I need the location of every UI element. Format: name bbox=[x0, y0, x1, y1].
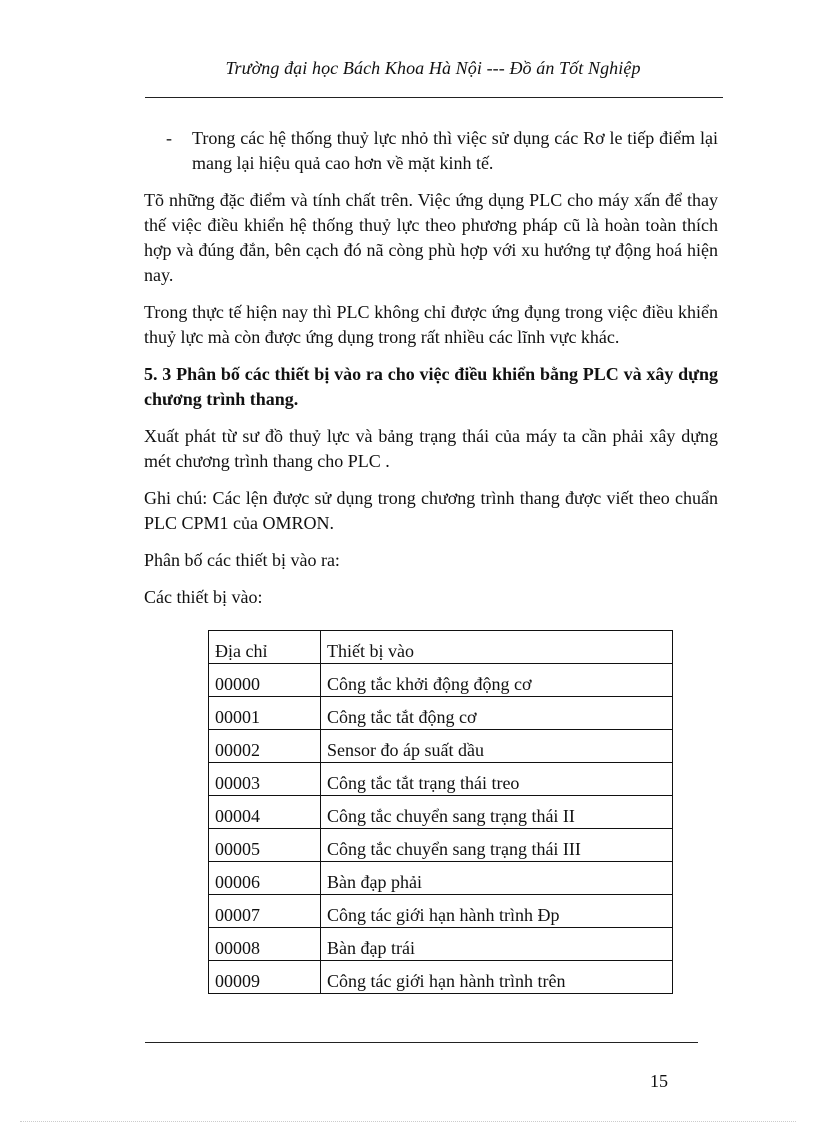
footer-divider bbox=[145, 1042, 698, 1043]
table-row bbox=[209, 862, 673, 895]
address-cell: 00004 bbox=[209, 796, 321, 829]
address-cell: 00009 bbox=[209, 961, 321, 994]
table-row bbox=[209, 928, 673, 961]
paragraph-features: Tõ những đặc điểm và tính chất trên. Việc ứng dụng PLC cho máy xấn để thay thế việc điều khiển hệ thống thuỷ lực theo phương pháp cũ là hoàn toàn thích hợp và đúng đắn, bên cạch đó nã còng phù hợp với xu hướng tự động hoá hiện nay. bbox=[144, 190, 718, 285]
page-edge-divider bbox=[20, 1121, 796, 1122]
address-cell: 00008 bbox=[209, 928, 321, 961]
device-cell: Sensor đo áp suất dầu bbox=[321, 730, 673, 763]
section-heading: 5. 3 Phân bố các thiết bị vào ra cho việc điều khiển bằng PLC và xây dựng chương trình thang. bbox=[144, 364, 718, 409]
table-row bbox=[209, 730, 673, 763]
device-cell: Bàn đạp phải bbox=[321, 862, 673, 895]
address-cell: 00007 bbox=[209, 895, 321, 928]
device-cell: Công tác giới hạn hành trình trên bbox=[321, 961, 673, 994]
bullet-item bbox=[144, 126, 718, 176]
device-cell: Công tắc chuyển sang trạng thái II bbox=[321, 796, 673, 829]
input-device-table bbox=[208, 630, 673, 994]
address-cell: 00000 bbox=[209, 664, 321, 697]
address-cell: 00005 bbox=[209, 829, 321, 862]
device-cell: Công tắc khởi động động cơ bbox=[321, 664, 673, 697]
paragraph-ladder-intro: Xuất phát từ sư đồ thuỷ lực và bảng trạng thái của máy ta cần phải xây dựng mét chương trình thang cho PLC . bbox=[144, 426, 718, 471]
device-cell: Công tắc tắt động cơ bbox=[321, 697, 673, 730]
page-header-title: Trường đại học Bách Khoa Hà Nội --- Đồ án Tốt Nghiệp bbox=[225, 58, 641, 78]
address-cell: 00002 bbox=[209, 730, 321, 763]
address-cell: 00003 bbox=[209, 763, 321, 796]
input-device-table-wrapper bbox=[208, 630, 673, 994]
device-cell: Bàn đạp trái bbox=[321, 928, 673, 961]
table-row bbox=[209, 664, 673, 697]
address-cell: 00001 bbox=[209, 697, 321, 730]
table-header-address: Địa chỉ bbox=[209, 631, 321, 664]
header-divider bbox=[145, 97, 723, 98]
table-row bbox=[209, 697, 673, 730]
device-cell: Công tắc chuyển sang trạng thái III bbox=[321, 829, 673, 862]
device-cell: Công tác giới hạn hành trình Đp bbox=[321, 895, 673, 928]
table-row bbox=[209, 829, 673, 862]
table-header-device: Thiết bị vào bbox=[321, 631, 673, 664]
bullet-text: Trong các hệ thống thuỷ lực nhỏ thì việc sử dụng các Rơ le tiếp điểm lại mang lại hiệu quả cao hơn về mặt kinh tế. bbox=[192, 128, 718, 173]
paragraph-input-devices: Các thiết bị vào: bbox=[144, 587, 263, 607]
table-row bbox=[209, 763, 673, 796]
device-cell: Công tắc tắt trạng thái treo bbox=[321, 763, 673, 796]
table-row bbox=[209, 895, 673, 928]
paragraph-applications: Trong thực tế hiện nay thì PLC không chỉ được ứng đụng trong việc điều khiển thuỷ lực mà còn được ứng dụng trong rất nhiều các lĩnh vực khác. bbox=[144, 302, 718, 347]
paragraph-note: Ghi chú: Các lện được sử dụng trong chương trình thang được viết theo chuẩn PLC CPM1 của OMRON. bbox=[144, 488, 718, 533]
page-number: 15 bbox=[650, 1071, 668, 1091]
table-header-row bbox=[209, 631, 673, 664]
address-cell: 00006 bbox=[209, 862, 321, 895]
paragraph-io-allocation: Phân bố các thiết bị vào ra: bbox=[144, 550, 340, 570]
bullet-dash: - bbox=[166, 128, 172, 148]
table-row bbox=[209, 796, 673, 829]
table-row bbox=[209, 961, 673, 994]
page-body bbox=[144, 126, 718, 622]
